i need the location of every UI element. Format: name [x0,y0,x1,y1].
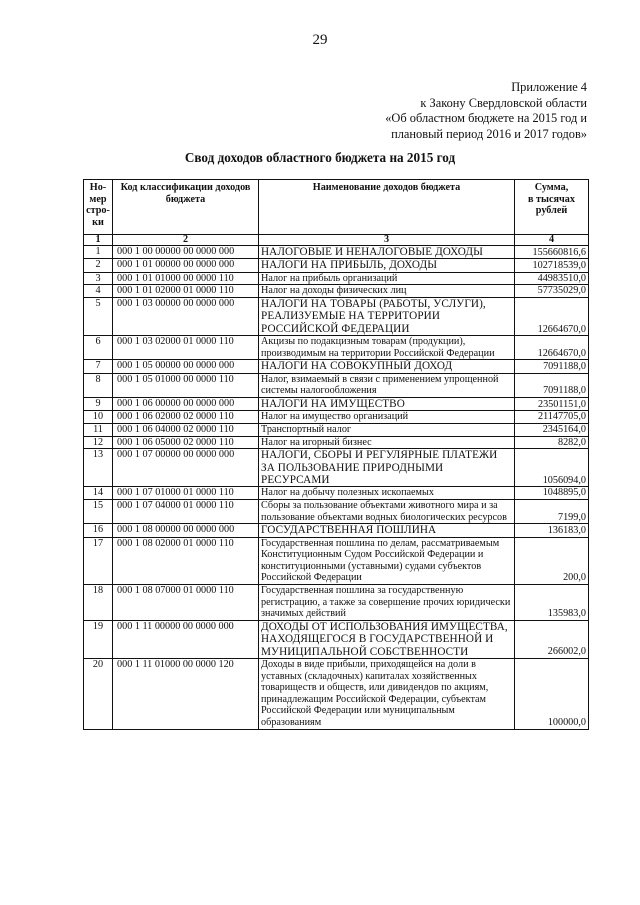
row-amount: 7091188,0 [515,373,589,397]
row-amount: 155660816,6 [515,246,589,259]
row-name: Государственная пошлина за государственную регистрацию, а также за совершение прочих юридически значимых действий [259,584,515,620]
document-title: Свод доходов областного бюджета на 2015 год [184,150,456,165]
row-amount: 44983510,0 [515,272,589,285]
col-header-sum-part: в тысячах [528,193,575,205]
row-number: 15 [84,500,113,524]
row-code: 000 1 01 00000 00 0000 000 [113,259,259,272]
row-code: 000 1 05 00000 00 0000 000 [113,360,259,373]
row-amount: 1048895,0 [515,487,589,500]
row-number: 8 [84,373,113,397]
table-row [84,537,589,584]
row-number: 5 [84,298,113,336]
row-amount: 7091188,0 [515,360,589,373]
col-header-number-part: мер [89,193,107,205]
table-row [84,500,589,524]
column-index: 4 [515,235,589,246]
row-number: 10 [84,411,113,424]
row-number: 1 [84,246,113,259]
row-amount: 102718539,0 [515,259,589,272]
row-code: 000 1 06 00000 00 0000 000 [113,398,259,411]
row-name: НАЛОГИ НА СОВОКУПНЫЙ ДОХОД [259,360,515,373]
table-row [84,259,589,272]
row-code: 000 1 08 07000 01 0000 110 [113,584,259,620]
row-number: 11 [84,424,113,437]
table-row [84,298,589,336]
row-number: 20 [84,658,113,729]
row-number: 7 [84,360,113,373]
appendix-line: Приложение 4 [511,80,587,94]
row-name: НАЛОГИ НА ТОВАРЫ (РАБОТЫ, УСЛУГИ), РЕАЛИЗУЕМЫЕ НА ТЕРРИТОРИИ РОССИЙСКОЙ ФЕДЕРАЦИИ [259,298,515,336]
table-row [84,449,589,487]
row-code: 000 1 00 00000 00 0000 000 [113,246,259,259]
row-code: 000 1 01 01000 00 0000 110 [113,272,259,285]
row-amount: 200,0 [515,537,589,584]
row-number: 9 [84,398,113,411]
row-name: НАЛОГИ НА ПРИБЫЛЬ, ДОХОДЫ [259,259,515,272]
appendix-line: «Об областном бюджете на 2015 год и [385,111,587,125]
row-number: 19 [84,620,113,658]
table-row [84,398,589,411]
table-row [84,436,589,449]
col-header-name: Наименование доходов бюджета [259,180,515,235]
row-name: НАЛОГОВЫЕ И НЕНАЛОГОВЫЕ ДОХОДЫ [259,246,515,259]
column-index: 3 [259,235,515,246]
row-name: ДОХОДЫ ОТ ИСПОЛЬЗОВАНИЯ ИМУЩЕСТВА, НАХОДЯЩЕГОСЯ В ГОСУДАРСТВЕННОЙ И МУНИЦИПАЛЬНОЙ СОБСТВЕННОСТИ [259,620,515,658]
row-amount: 2345164,0 [515,424,589,437]
table-header-row [84,180,589,235]
row-code: 000 1 11 00000 00 0000 000 [113,620,259,658]
row-amount: 1056094,0 [515,449,589,487]
column-index: 1 [84,235,113,246]
row-code: 000 1 06 05000 02 0000 110 [113,436,259,449]
row-amount: 135983,0 [515,584,589,620]
col-header-number-part: ки [92,216,104,228]
row-code: 000 1 07 01000 01 0000 110 [113,487,259,500]
row-name: Акцизы по подакцизным товарам (продукции), производимым на территории Российской Федерации [259,336,515,360]
col-header-number-part: Но- [89,182,107,193]
column-index-row [84,235,589,246]
row-name: Транспортный налог [259,424,515,437]
row-code: 000 1 07 04000 01 0000 110 [113,500,259,524]
table-row [84,373,589,397]
row-name: Налог на игорный бизнес [259,436,515,449]
row-code: 000 1 08 00000 00 0000 000 [113,524,259,537]
table-row [84,246,589,259]
row-number: 6 [84,336,113,360]
row-amount: 12664670,0 [515,298,589,336]
page-number: 29 [312,32,328,48]
table-row [84,487,589,500]
row-name: Налог на доходы физических лиц [259,285,515,298]
table-row [84,658,589,729]
row-number: 4 [84,285,113,298]
row-name: Налог на добычу полезных ископаемых [259,487,515,500]
col-header-sum-part: рублей [535,205,568,217]
row-code: 000 1 06 04000 02 0000 110 [113,424,259,437]
row-name: НАЛОГИ, СБОРЫ И РЕГУЛЯРНЫЕ ПЛАТЕЖИ ЗА ПОЛЬЗОВАНИЕ ПРИРОДНЫМИ РЕСУРСАМИ [259,449,515,487]
row-amount: 8282,0 [515,436,589,449]
row-number: 18 [84,584,113,620]
row-name: Государственная пошлина по делам, рассматриваемым Конституционным Судом Российской Федерации и конституционными (уставными) судами субъектов Российской Федерации [259,537,515,584]
revenue-table [83,179,589,730]
row-name: Сборы за пользование объектами животного мира и за пользование объектами водных биологических ресурсов [259,500,515,524]
row-code: 000 1 05 01000 00 0000 110 [113,373,259,397]
table-row [84,272,589,285]
table-row [84,336,589,360]
row-number: 3 [84,272,113,285]
table-row [84,524,589,537]
row-amount: 23501151,0 [515,398,589,411]
row-amount: 136183,0 [515,524,589,537]
row-amount: 12664670,0 [515,336,589,360]
table-row [84,411,589,424]
row-name: Налог на прибыль организаций [259,272,515,285]
col-header-code: Код классификации доходов бюджета [113,180,259,235]
appendix-line: плановый период 2016 и 2017 годов» [391,126,587,141]
col-header-number [84,180,113,235]
row-code: 000 1 06 02000 02 0000 110 [113,411,259,424]
col-header-number-part: стро- [86,205,110,217]
row-number: 13 [84,449,113,487]
row-code: 000 1 08 02000 01 0000 110 [113,537,259,584]
row-amount: 7199,0 [515,500,589,524]
row-number: 14 [84,487,113,500]
row-name: Доходы в виде прибыли, приходящейся на доли в уставных (складочных) капиталах хозяйственных товариществ и обществ, или дивидендов по акциям, принадлежащим Российской Федерации, субъектам Российской Федерации или муниципальным образованиям [259,658,515,729]
appendix-header [257,80,587,142]
table-row [84,285,589,298]
table-body [84,246,589,730]
row-name: Налог, взимаемый в связи с применением упрощенной системы налогообложения [259,373,515,397]
row-name: НАЛОГИ НА ИМУЩЕСТВО [259,398,515,411]
row-amount: 100000,0 [515,658,589,729]
row-number: 17 [84,537,113,584]
appendix-line: к Закону Свердловской области [420,95,587,110]
row-code: 000 1 03 02000 01 0000 110 [113,336,259,360]
row-name: ГОСУДАРСТВЕННАЯ ПОШЛИНА [259,524,515,537]
row-code: 000 1 07 00000 00 0000 000 [113,449,259,487]
column-index: 2 [113,235,259,246]
table-row [84,424,589,437]
table-row [84,584,589,620]
row-amount: 57735029,0 [515,285,589,298]
table-row [84,360,589,373]
col-header-sum-part: Сумма, [534,182,569,193]
row-code: 000 1 11 01000 00 0000 120 [113,658,259,729]
row-number: 2 [84,259,113,272]
row-amount: 266002,0 [515,620,589,658]
table-row [84,620,589,658]
row-number: 16 [84,524,113,537]
row-code: 000 1 03 00000 00 0000 000 [113,298,259,336]
row-name: Налог на имущество организаций [259,411,515,424]
row-amount: 21147705,0 [515,411,589,424]
row-code: 000 1 01 02000 01 0000 110 [113,285,259,298]
row-number: 12 [84,436,113,449]
col-header-sum [515,180,589,235]
